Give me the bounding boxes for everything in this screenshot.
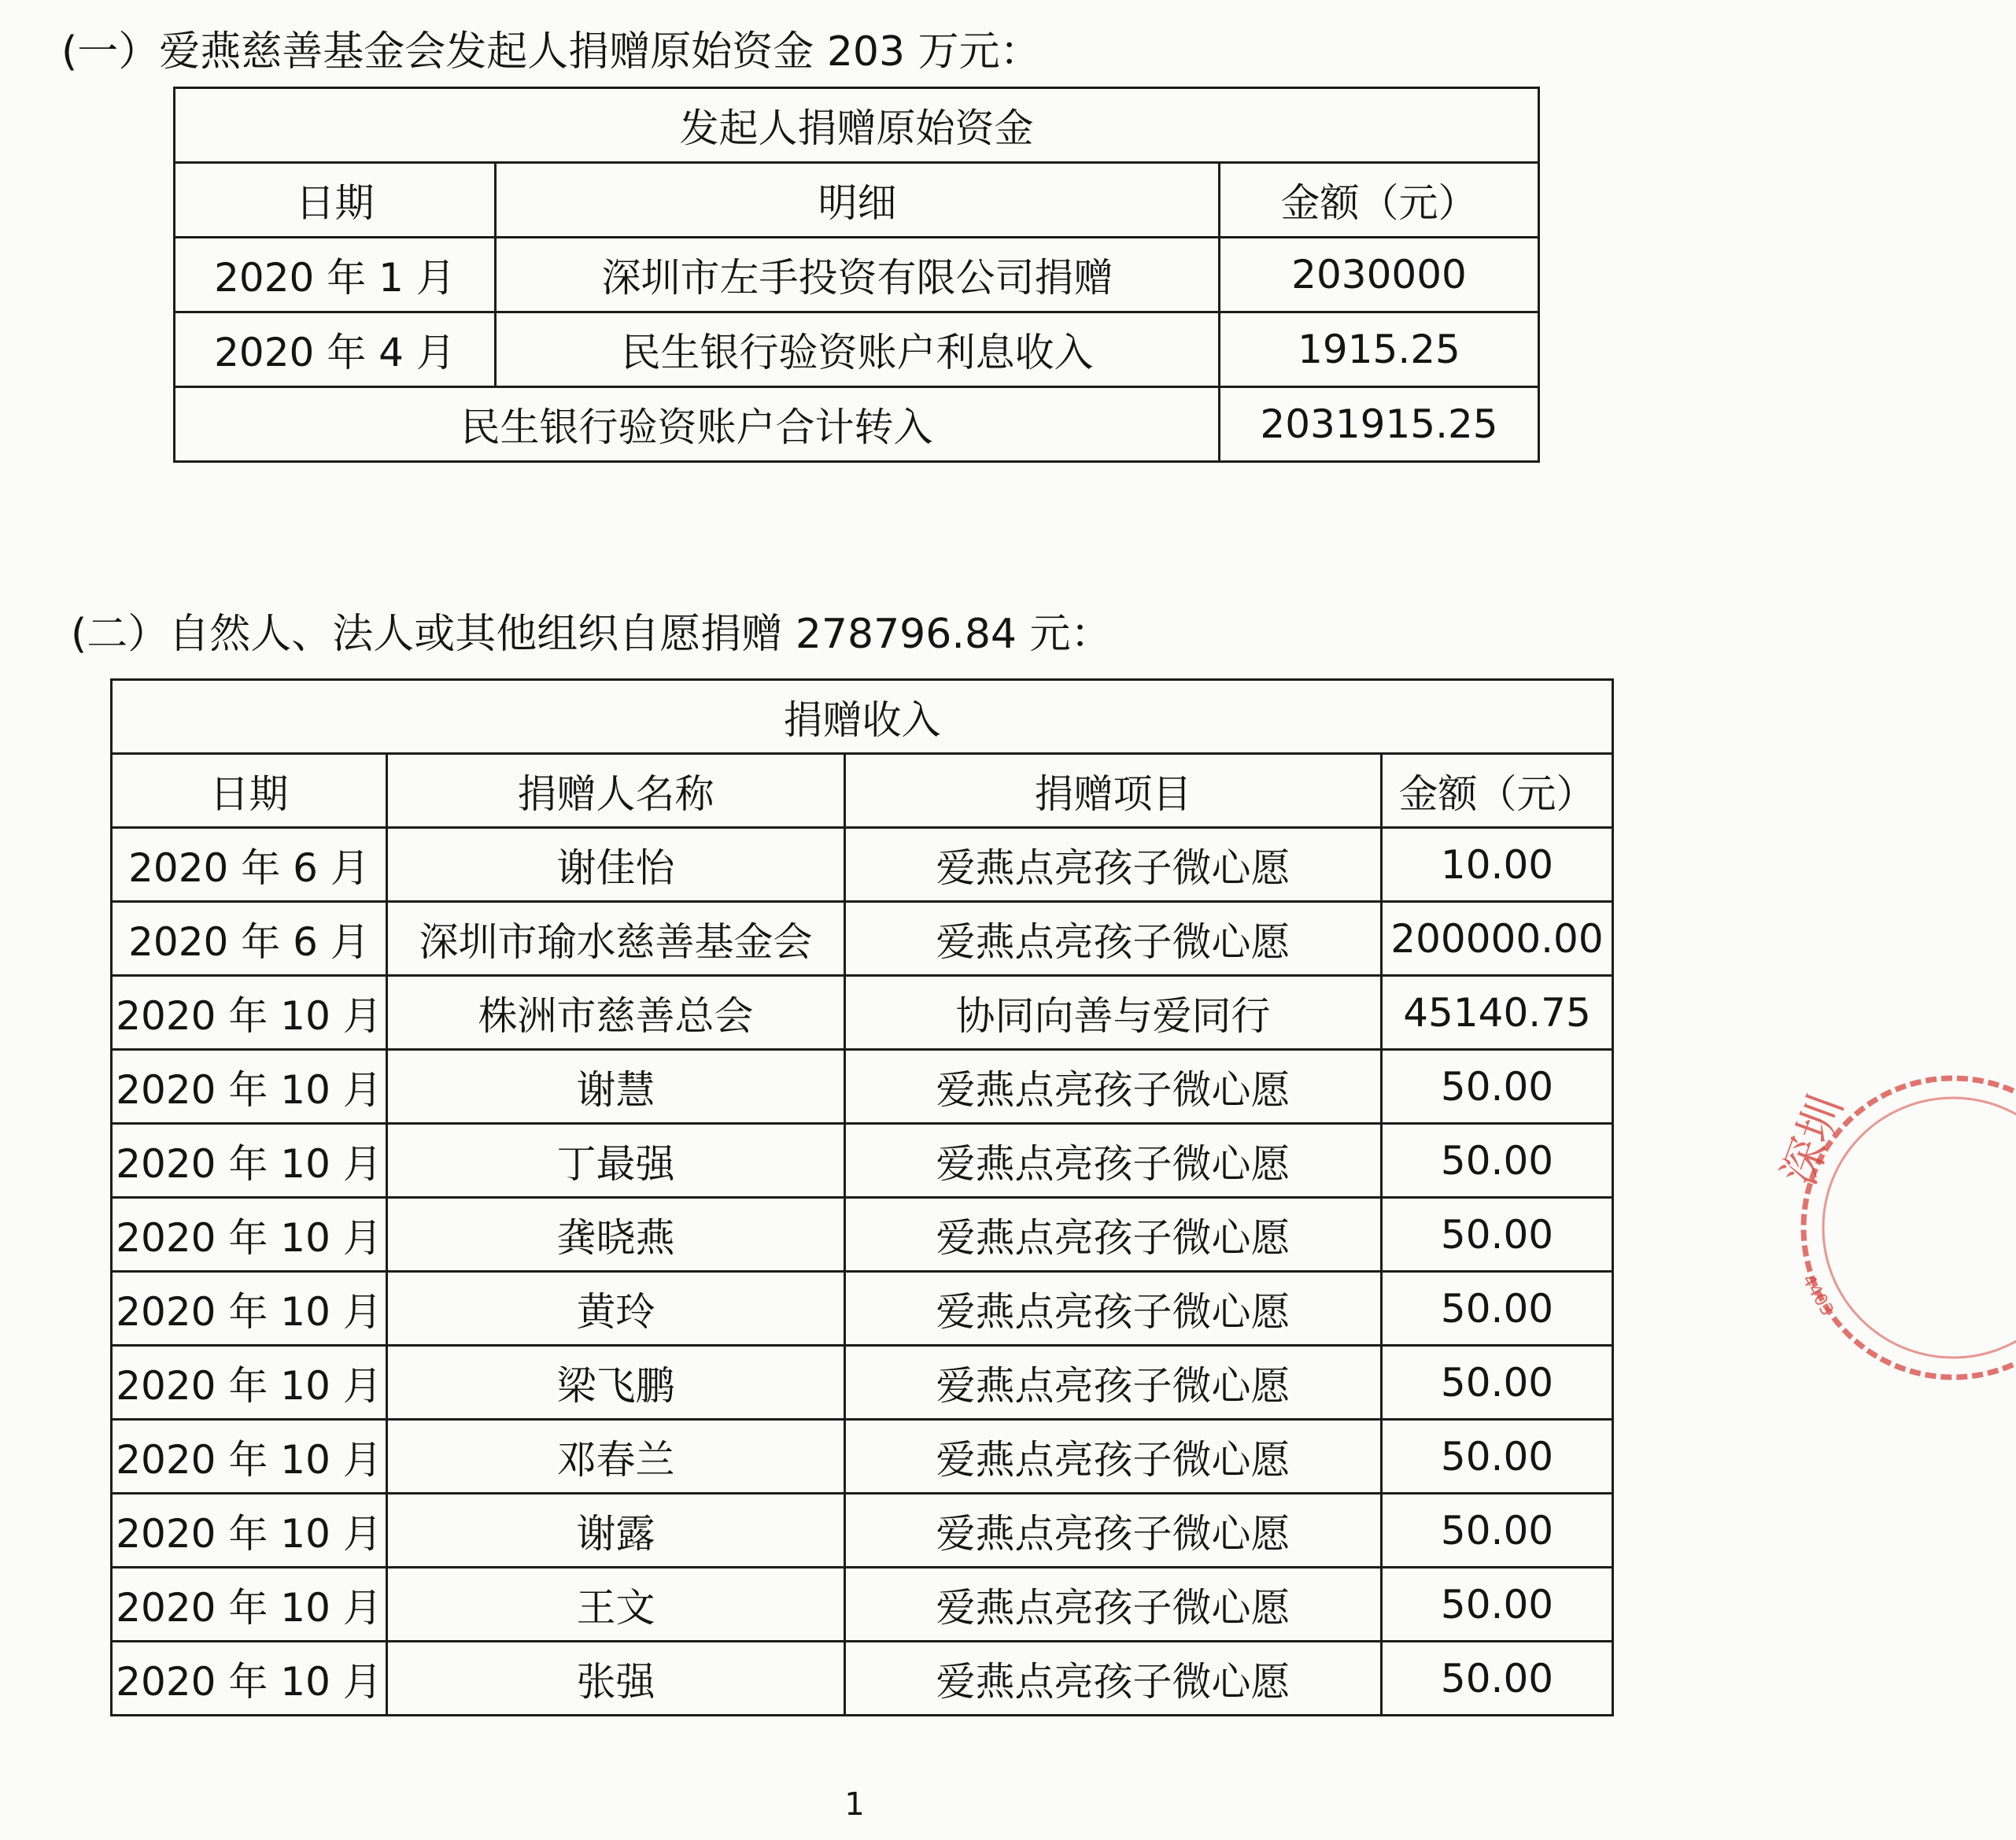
cell-date: 2020 年 1 月 — [175, 238, 496, 312]
cell-date: 2020 年 10 月 — [112, 1420, 387, 1494]
seal-stamp — [1771, 1070, 2016, 1385]
table-row — [112, 1272, 1613, 1346]
cell-project: 协同向善与爱同行 — [845, 976, 1382, 1050]
table-title: 发起人捐赠原始资金 — [175, 88, 1539, 163]
cell-amount: 50.00 — [1382, 1124, 1613, 1198]
cell-date: 2020 年 10 月 — [112, 1568, 387, 1642]
cell-amount: 50.00 — [1382, 1346, 1613, 1420]
header-date: 日期 — [175, 163, 496, 238]
founder-donation-table — [173, 87, 1540, 463]
cell-donor: 谢慧 — [387, 1050, 845, 1124]
table-row — [112, 1346, 1613, 1420]
table-row — [112, 1050, 1613, 1124]
cell-donor: 深圳市瑜水慈善基金会 — [387, 902, 845, 976]
table-row — [112, 828, 1613, 902]
cell-project: 爱燕点亮孩子微心愿 — [845, 902, 1382, 976]
cell-project: 爱燕点亮孩子微心愿 — [845, 1272, 1382, 1346]
cell-amount: 2030000 — [1220, 238, 1539, 312]
table-row — [112, 1642, 1613, 1716]
table-total-row — [175, 387, 1539, 462]
cell-project: 爱燕点亮孩子微心愿 — [845, 1346, 1382, 1420]
cell-amount: 50.00 — [1382, 1420, 1613, 1494]
cell-date: 2020 年 10 月 — [112, 1346, 387, 1420]
cell-project: 爱燕点亮孩子微心愿 — [845, 1494, 1382, 1568]
cell-project: 爱燕点亮孩子微心愿 — [845, 828, 1382, 902]
header-date: 日期 — [112, 754, 387, 828]
table-row — [112, 1420, 1613, 1494]
header-detail: 明细 — [496, 163, 1220, 238]
cell-amount: 200000.00 — [1382, 902, 1613, 976]
cell-donor: 龚晓燕 — [387, 1198, 845, 1272]
cell-donor: 黄玲 — [387, 1272, 845, 1346]
seal-code: 4403 — [1797, 1271, 1837, 1320]
header-amount: 金额（元） — [1382, 754, 1613, 828]
cell-donor: 谢露 — [387, 1494, 845, 1568]
table-row — [112, 1568, 1613, 1642]
cell-date: 2020 年 10 月 — [112, 1050, 387, 1124]
cell-date: 2020 年 10 月 — [112, 976, 387, 1050]
cell-detail: 深圳市左手投资有限公司捐赠 — [496, 238, 1220, 312]
table-header-row — [175, 163, 1539, 238]
cell-project: 爱燕点亮孩子微心愿 — [845, 1568, 1382, 1642]
table-title: 捐赠收入 — [112, 680, 1613, 754]
header-project: 捐赠项目 — [845, 754, 1382, 828]
cell-date: 2020 年 4 月 — [175, 312, 496, 387]
cell-amount: 50.00 — [1382, 1642, 1613, 1716]
cell-amount: 50.00 — [1382, 1198, 1613, 1272]
table-title-row — [175, 88, 1539, 163]
cell-date: 2020 年 10 月 — [112, 1272, 387, 1346]
cell-project: 爱燕点亮孩子微心愿 — [845, 1050, 1382, 1124]
cell-project: 爱燕点亮孩子微心愿 — [845, 1642, 1382, 1716]
page-number: 1 — [844, 1786, 865, 1823]
cell-amount: 45140.75 — [1382, 976, 1613, 1050]
cell-amount: 10.00 — [1382, 828, 1613, 902]
cell-detail: 民生银行验资账户利息收入 — [496, 312, 1220, 387]
cell-donor: 株洲市慈善总会 — [387, 976, 845, 1050]
cell-date: 2020 年 10 月 — [112, 1494, 387, 1568]
cell-date: 2020 年 10 月 — [112, 1642, 387, 1716]
cell-donor: 梁飞鹏 — [387, 1346, 845, 1420]
cell-donor: 丁最强 — [387, 1124, 845, 1198]
table-row — [175, 238, 1539, 312]
donation-income-table — [110, 678, 1614, 1716]
cell-date: 2020 年 6 月 — [112, 902, 387, 976]
cell-amount: 50.00 — [1382, 1050, 1613, 1124]
table-row — [112, 1494, 1613, 1568]
table-row — [112, 902, 1613, 976]
cell-date: 2020 年 10 月 — [112, 1198, 387, 1272]
seal-text: 深圳 — [1771, 1088, 1853, 1192]
section-2-heading: (二）自然人、法人或其他组织自愿捐赠 278796.84 元： — [71, 611, 1112, 658]
cell-donor: 王文 — [387, 1568, 845, 1642]
cell-amount: 50.00 — [1382, 1272, 1613, 1346]
total-label: 民生银行验资账户合计转入 — [175, 387, 1220, 462]
cell-donor: 张强 — [387, 1642, 845, 1716]
section-1-heading: (一）爱燕慈善基金会发起人捐赠原始资金 203 万元： — [61, 28, 1041, 76]
cell-donor: 邓春兰 — [387, 1420, 845, 1494]
cell-amount: 50.00 — [1382, 1568, 1613, 1642]
table-title-row — [112, 680, 1613, 754]
cell-date: 2020 年 10 月 — [112, 1124, 387, 1198]
table-row — [112, 1198, 1613, 1272]
table-row — [112, 976, 1613, 1050]
cell-amount: 1915.25 — [1220, 312, 1539, 387]
cell-project: 爱燕点亮孩子微心愿 — [845, 1124, 1382, 1198]
cell-donor: 谢佳怡 — [387, 828, 845, 902]
cell-amount: 50.00 — [1382, 1494, 1613, 1568]
seal-inner-ring — [1823, 1098, 2016, 1358]
cell-date: 2020 年 6 月 — [112, 828, 387, 902]
table-row — [112, 1124, 1613, 1198]
cell-project: 爱燕点亮孩子微心愿 — [845, 1198, 1382, 1272]
total-value: 2031915.25 — [1220, 387, 1539, 462]
table-header-row — [112, 754, 1613, 828]
table-row — [175, 312, 1539, 387]
cell-project: 爱燕点亮孩子微心愿 — [845, 1420, 1382, 1494]
donation-rows — [112, 828, 1613, 1716]
header-donor: 捐赠人名称 — [387, 754, 845, 828]
header-amount: 金额（元） — [1220, 163, 1539, 238]
